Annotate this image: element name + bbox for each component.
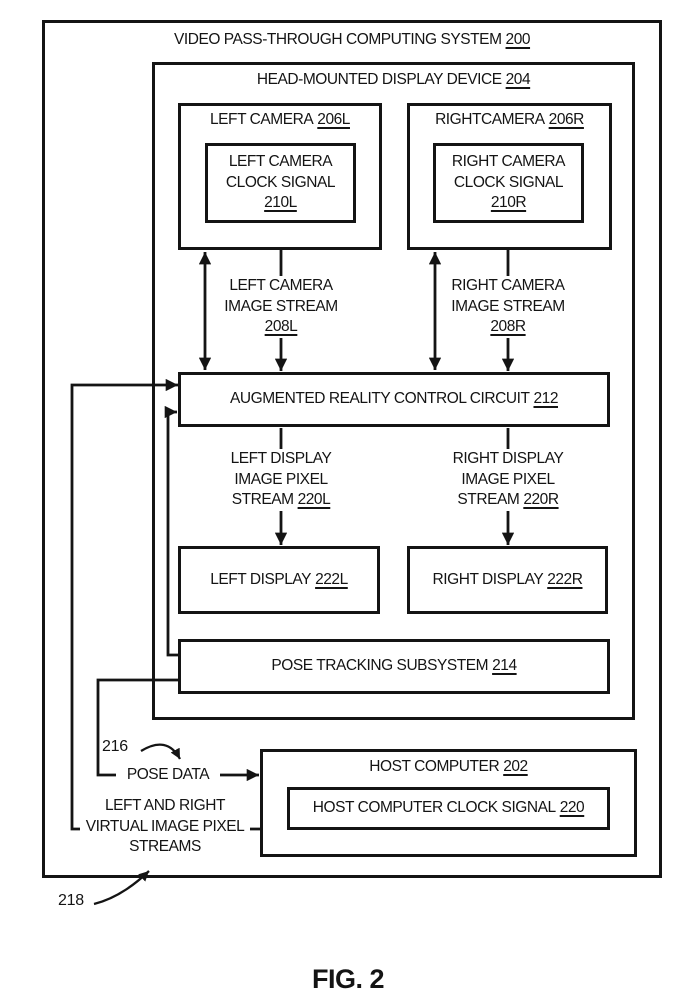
right-image-stream-line2: IMAGE STREAM [451,297,565,315]
left-pixel-stream-line2: IMAGE PIXEL [234,470,328,488]
right-pixel-stream-line1: RIGHT DISPLAY [452,450,564,467]
left-camera-clock-box [205,143,356,223]
virtual-streams-line2: VIRTUAL IMAGE PIXEL [85,817,245,835]
left-image-stream-line1: LEFT CAMERA [229,277,333,294]
left-camera-clock-label [226,152,335,214]
host-clock-text: HOST COMPUTER CLOCK SIGNAL [312,799,556,817]
host-computer-title-ref: 202 [503,758,528,775]
right-image-stream-label [438,276,578,338]
system-box-title [42,30,662,51]
pose-tracking-box [178,639,610,694]
pose-tracking-ref: 214 [492,657,517,675]
left-image-stream-line2: IMAGE STREAM [224,297,338,315]
hmd-title-ref: 204 [505,71,531,88]
right-image-stream-ref: 208R [490,318,526,335]
left-camera-clock-line1: LEFT CAMERA [228,153,333,171]
ar-control-circuit-ref: 212 [533,390,558,408]
right-display-text: RIGHT DISPLAY [432,570,544,588]
host-clock-label [313,798,584,819]
left-display-title [210,570,348,591]
system-title-text: VIDEO PASS-THROUGH COMPUTING SYSTEM [173,31,502,48]
pose-tracking-text: POSE TRACKING SUBSYSTEM [271,657,489,675]
left-pixel-stream-ref: 220L [297,491,331,508]
left-camera-title-text: LEFT CAMERA [210,111,314,128]
host-clock-box [287,787,610,830]
pose-data-label [116,765,220,786]
right-camera-title [407,110,612,131]
figure-caption-text: FIG. 2 [311,964,384,994]
right-display-title [433,570,583,591]
right-image-stream-line1: RIGHT CAMERA [451,277,565,294]
hmd-box-title [152,70,635,91]
right-camera-title-text: RIGHTCAMERA [435,111,545,128]
left-camera-clock-ref: 210L [264,194,297,212]
left-camera-title [178,110,382,131]
pose-data-text: POSE DATA [126,766,210,783]
right-camera-clock-line2: CLOCK SIGNAL [453,173,564,191]
right-pixel-stream-label [438,449,578,511]
hmd-title-text: HEAD-MOUNTED DISPLAY DEVICE [256,71,502,88]
host-computer-title [260,757,637,778]
left-camera-title-ref: 206L [317,111,350,128]
callout-216-text: 216 [102,738,128,755]
figure-caption [248,964,448,995]
ar-control-circuit-text: AUGMENTED REALITY CONTROL CIRCUIT [229,390,530,408]
ar-control-circuit-box [178,372,610,427]
right-display-box [407,546,608,614]
right-camera-title-ref: 206R [548,111,584,128]
right-display-ref: 222R [547,570,583,588]
right-camera-clock-line1: RIGHT CAMERA [451,153,566,171]
left-image-stream-label [211,276,351,338]
callout-ref-218 [58,892,84,910]
right-camera-clock-ref: 210R [490,194,527,212]
left-display-text: LEFT DISPLAY [210,570,312,588]
right-pixel-stream-ref: 220R [523,491,559,508]
left-pixel-stream-label [211,449,351,511]
ar-control-circuit-title [230,389,558,410]
left-camera-clock-line2: CLOCK SIGNAL [225,173,336,191]
system-title-ref: 200 [505,31,531,48]
left-image-stream-ref: 208L [264,318,298,335]
left-pixel-stream-line3: STREAM [231,491,294,508]
right-camera-clock-label [452,152,565,214]
host-clock-ref: 220 [559,799,585,817]
right-pixel-stream-line3: STREAM [457,491,520,508]
virtual-streams-label [80,796,250,858]
callout-ref-216 [102,738,128,756]
left-display-ref: 222L [315,570,348,588]
virtual-streams-line1: LEFT AND RIGHT [104,797,226,814]
callout-218-text: 218 [58,892,84,909]
pose-tracking-title [271,656,516,677]
virtual-streams-line3: STREAMS [129,838,201,855]
host-computer-title-text: HOST COMPUTER [369,758,500,775]
left-display-box [178,546,380,614]
left-pixel-stream-line1: LEFT DISPLAY [230,450,332,467]
right-pixel-stream-line2: IMAGE PIXEL [461,470,555,488]
right-camera-clock-box [433,143,584,223]
